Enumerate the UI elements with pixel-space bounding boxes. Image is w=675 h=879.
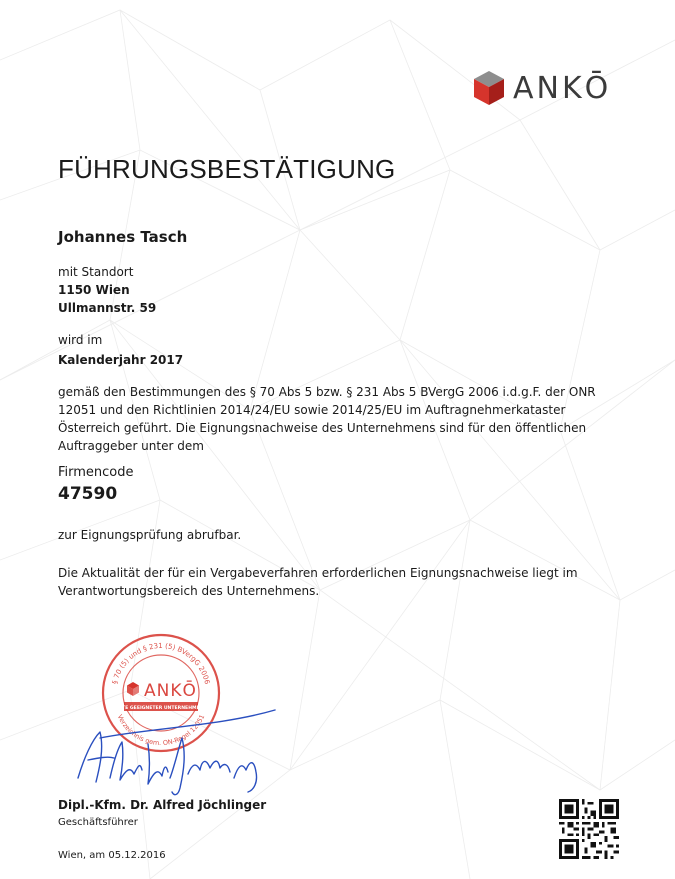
anko-cube-icon xyxy=(471,69,507,107)
page-title: FÜHRUNGSBESTÄTIGUNG xyxy=(58,154,396,184)
location-label: mit Standort xyxy=(58,265,134,279)
company-name: Johannes Tasch xyxy=(58,228,188,246)
logo-text: ANKŌ xyxy=(513,70,612,106)
anko-logo xyxy=(471,68,611,108)
legal-paragraph: gemäß den Bestimmungen des § 70 Abs 5 bzw. § 231 Abs 5 BVergG 2006 i.d.g.F. der ONR 12051 und den Richtlinien 2014/24/EU sowie 2014/25/EU im Auftragnehmerkataster Österreich geführt. Die Eignungsnachweise des Unternehmens sind für den öffentlichen Auftraggeber unter dem xyxy=(58,385,596,453)
issue-date: Wien, am 05.12.2016 xyxy=(58,850,166,861)
stamp-logo-icon xyxy=(127,682,139,696)
stamp-banner-text: LISTE GEEIGNETER UNTERNEHMER® xyxy=(114,706,208,711)
signer-role: Geschäftsführer xyxy=(58,817,138,828)
handwritten-signature xyxy=(70,708,290,798)
firmencode-value: 47590 xyxy=(58,484,118,504)
period-intro: wird im xyxy=(58,333,103,347)
availability-text: zur Eignungsprüfung abrufbar. xyxy=(58,528,242,542)
stamp-bottom-text: Verzeichnis gem. ON-Regel 12051 xyxy=(115,713,207,748)
postal-city: 1150 Wien xyxy=(58,283,130,297)
stamp-logo-text: ANKŌ xyxy=(144,681,197,701)
qr-code xyxy=(559,799,619,859)
responsibility-note: Die Aktualität der für ein Vergabeverfahren erforderlichen Eignungsnachweise liegt im Verantwortungsbereich des Unternehmens. xyxy=(58,566,578,598)
stamp-top-text: § 70 (5) und § 231 (5) BVergG 2006 xyxy=(110,641,212,686)
signer-name: Dipl.-Kfm. Dr. Alfred Jöchlinger xyxy=(58,798,267,812)
street-address: Ullmannstr. 59 xyxy=(58,301,157,315)
calendar-year: Kalenderjahr 2017 xyxy=(58,353,184,367)
firmencode-label: Firmencode xyxy=(58,465,134,480)
